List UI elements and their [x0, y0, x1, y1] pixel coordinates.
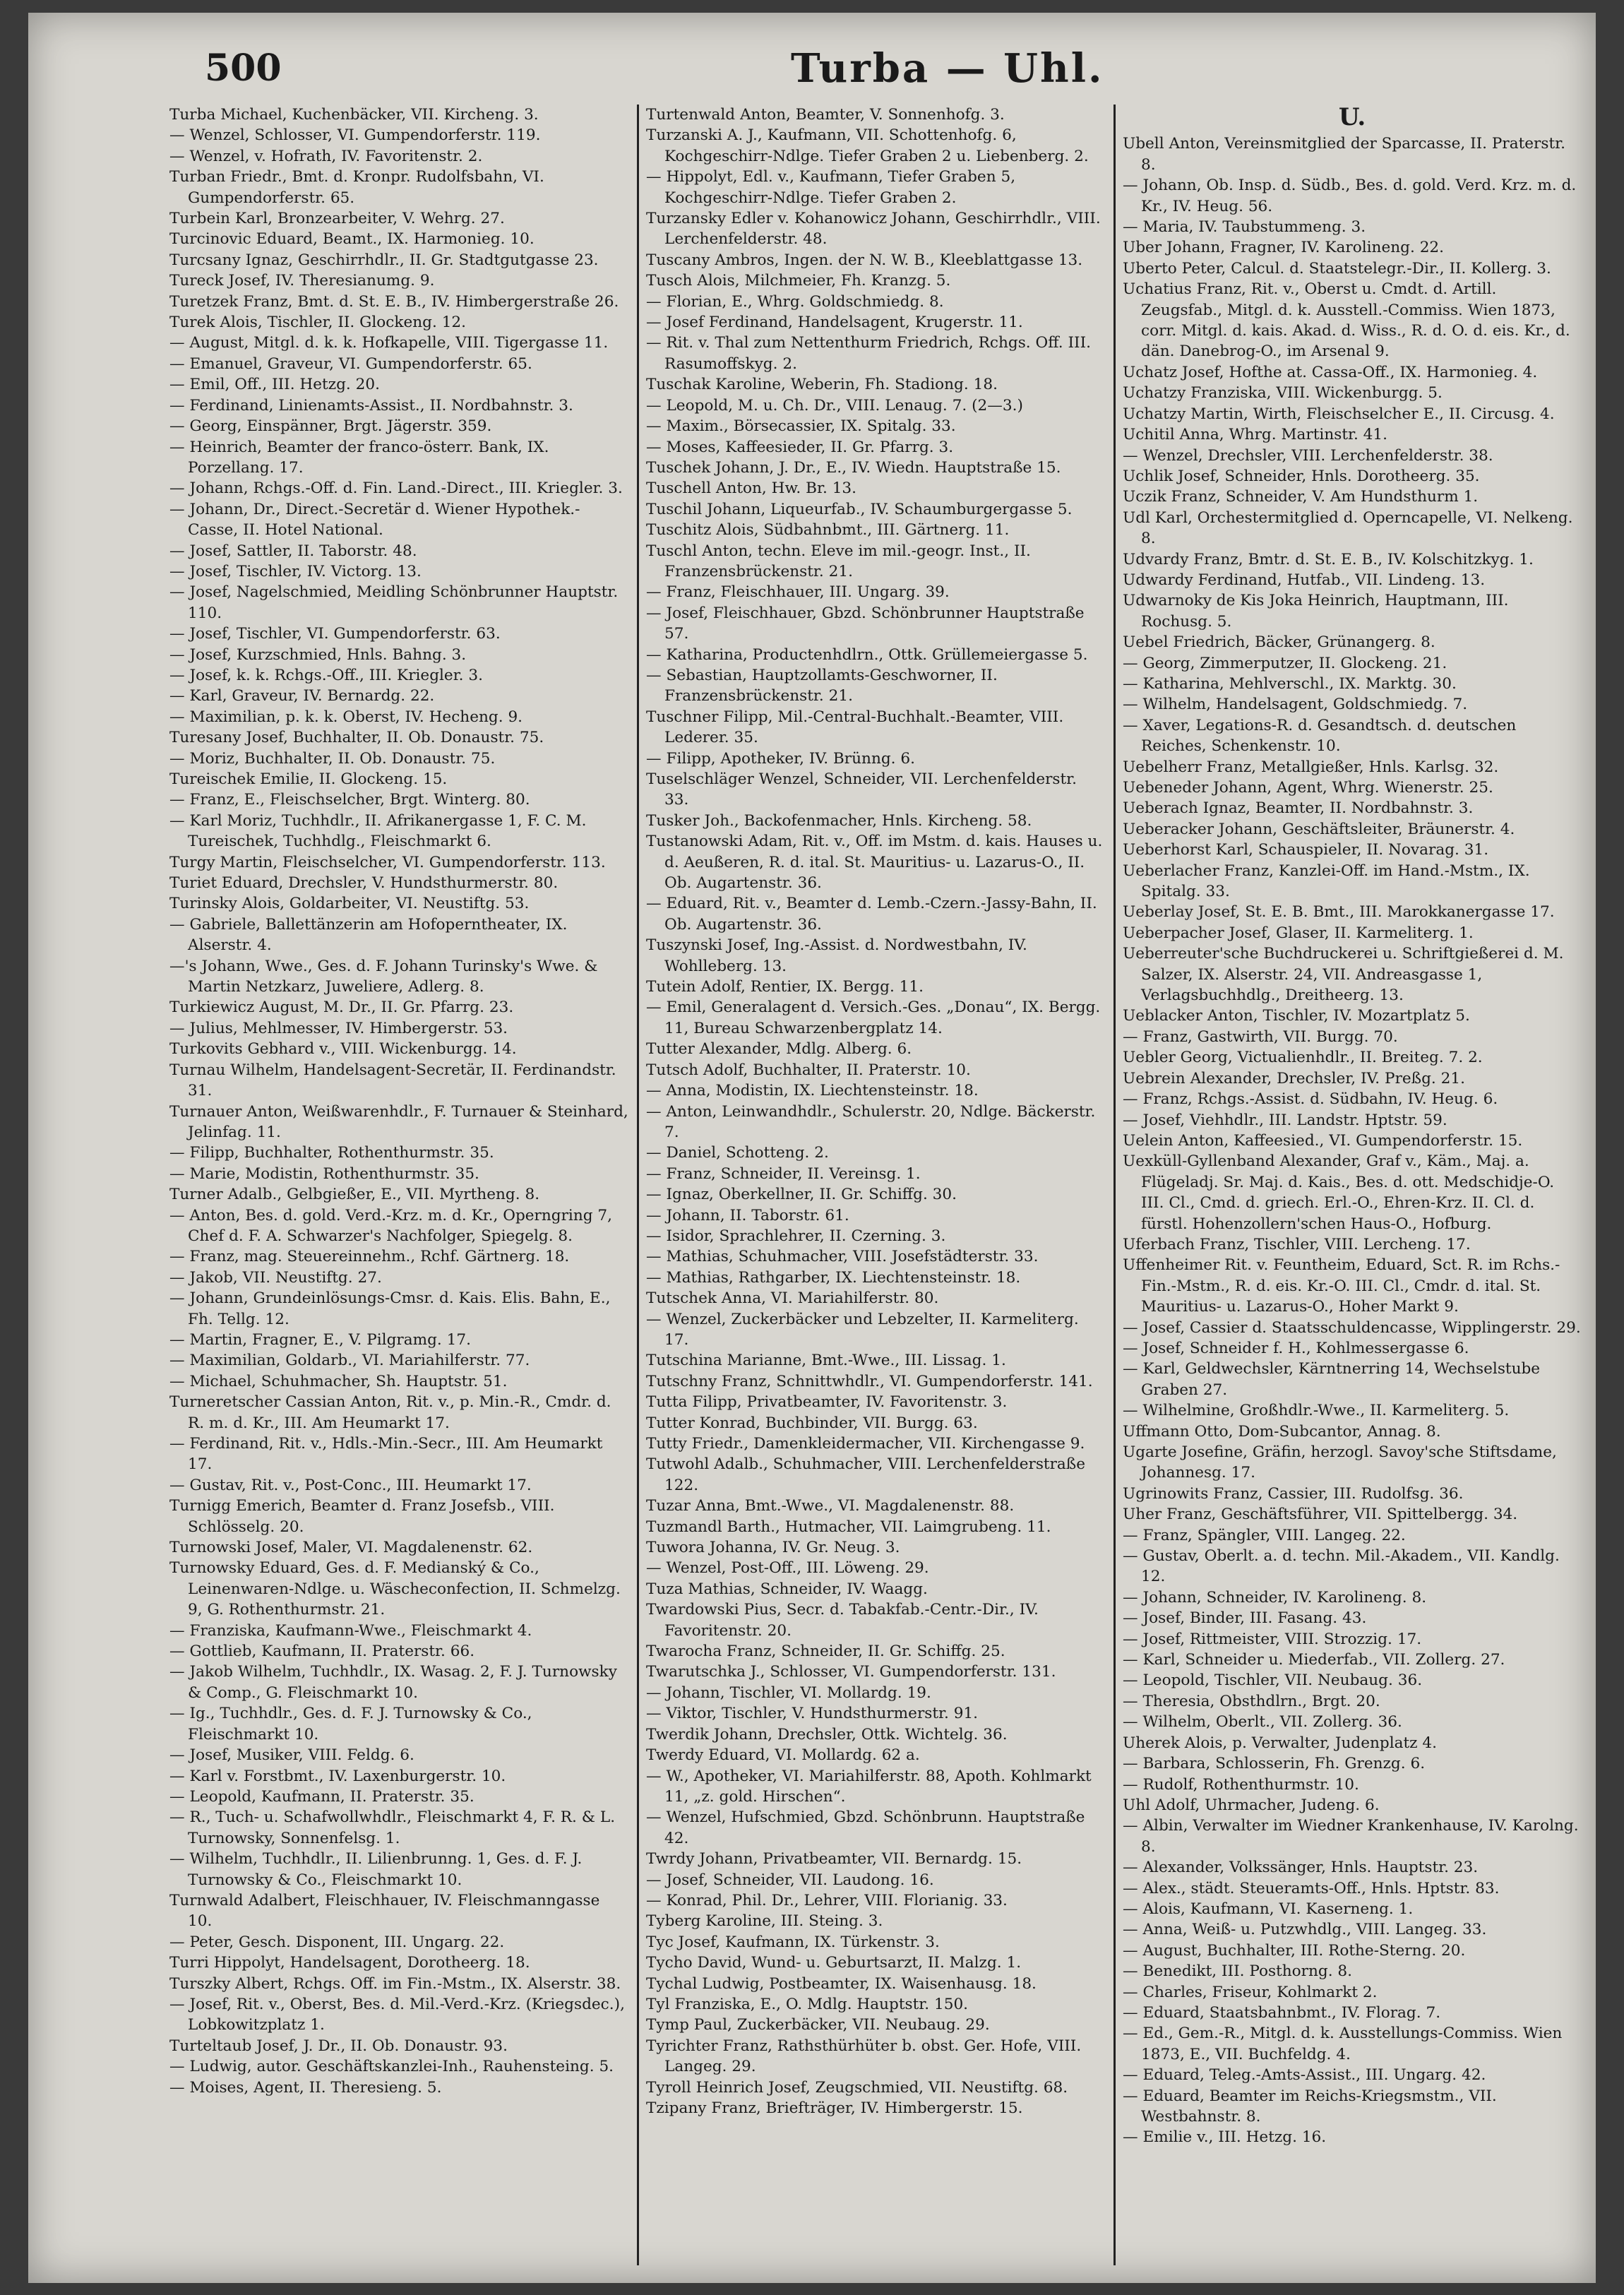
directory-entry: Uhl Adolf, Uhrmacher, Judeng. 6. [1123, 1796, 1380, 1814]
directory-entry: Ueberreuter'sche Buchdruckerei u. Schriftgießerei d. M. Salzer, IX. Alserstr. 24, VII. Andreasgasse 1, Verlagsbuchhdlg., Dreitheerg. 13. [1123, 945, 1564, 1005]
directory-entry: Ubell Anton, Vereinsmitglied der Sparcasse, II. Praterstr. 8. [1123, 135, 1565, 174]
directory-entry: — Emil, Off., III. Hetzg. 20. [169, 376, 380, 394]
directory-entry: — Marie, Modistin, Rothenthurmstr. 35. [169, 1164, 479, 1183]
directory-entry: Twarutschka J., Schlosser, VI. Gumpendorferstr. 131. [646, 1663, 1056, 1681]
directory-entry: — Alex., städt. Steueramts-Off., Hnls. Hptstr. 83. [1123, 1879, 1500, 1897]
directory-entry: Tuschl Anton, techn. Eleve im mil.-geogr. Inst., II. Franzensbrückenstr. 21. [646, 542, 1031, 580]
directory-page [28, 13, 1596, 2283]
directory-entry: — Heinrich, Beamter der franco-österr. Bank, IX. Porzellang. 17. [169, 438, 549, 477]
directory-entry: — Ferdinand, Rit. v., Hdls.-Min.-Secr., III. Am Heumarkt 17. [169, 1435, 603, 1474]
directory-entry: Turtenwald Anton, Beamter, V. Sonnenhofg. 3. [646, 106, 1005, 124]
directory-entry: — Josef, Rittmeister, VIII. Strozzig. 17. [1123, 1630, 1422, 1648]
directory-entry: — Mathias, Rathgarber, IX. Liechtensteinstr. 18. [646, 1268, 1021, 1287]
directory-entry: — August, Buchhalter, III. Rothe-Sterng. 20. [1123, 1941, 1466, 1960]
directory-entry: — Moriz, Buchhalter, II. Ob. Donaustr. 75. [169, 749, 496, 768]
directory-entry: Tuza Mathias, Schneider, IV. Waagg. [646, 1580, 928, 1598]
directory-entry: — Johann, Ob. Insp. d. Südb., Bes. d. gold. Verd. Krz. m. d. Kr., IV. Heug. 56. [1123, 177, 1577, 215]
directory-entry: Uberto Peter, Calcul. d. Staatstelegr.-Dir., II. Kollerg. 3. [1123, 259, 1551, 278]
directory-entry: Turbein Karl, Bronzearbeiter, V. Wehrg. 27. [169, 210, 505, 228]
directory-entry: Tusch Alois, Milchmeier, Fh. Kranzg. 5. [646, 272, 951, 290]
directory-entry: Twarocha Franz, Schneider, II. Gr. Schiffg. 25. [646, 1643, 1005, 1661]
directory-entry: — Maximilian, p. k. k. Oberst, IV. Hecheng. 9. [169, 708, 523, 726]
directory-entry: Uchatius Franz, Rit. v., Oberst u. Cmdt. d. Artill. Zeugsfab., Mitgl. d. k. Ausstell.-Commiss. Wien 1873, corr. Mitgl. d. kais. Akad. d. Wiss., R. d. O. d. eis. Kr., d. dän. Danebrog-O., im Arsenal 9. [1123, 280, 1570, 361]
directory-entry: — Karl, Geldwechsler, Kärntnerring 14, Wechselstube Graben 27. [1123, 1360, 1541, 1399]
directory-entry: Ueberlay Josef, St. E. B. Bmt., III. Marokkanergasse 17. [1123, 903, 1555, 922]
directory-entry: — Josef, Schneider, VII. Laudong. 16. [646, 1871, 934, 1889]
directory-entry: — Maximilian, Goldarb., VI. Mariahilferstr. 77. [169, 1352, 530, 1370]
directory-entry: — Wenzel, Post-Off., III. Löweng. 29. [646, 1559, 929, 1578]
directory-entry: — Josef, k. k. Rchgs.-Off., III. Kriegler. 3. [169, 666, 483, 684]
directory-entry: — Wilhelm, Tuchhdlr., II. Lilienbrunng. 1, Ges. d. F. J. Turnowsky & Co., Fleischmarkt 10. [169, 1850, 583, 1889]
directory-entry: Tureck Josef, IV. Theresianumg. 9. [169, 272, 435, 290]
directory-entry: — Johann, Schneider, IV. Karolineng. 8. [1123, 1588, 1427, 1606]
directory-entry: Uchlik Josef, Schneider, Hnls. Dorotheerg. 35. [1123, 467, 1480, 485]
directory-entry: Ueberhorst Karl, Schauspieler, II. Novarag. 31. [1123, 841, 1489, 859]
directory-entry: — Ludwig, autor. Geschäftskanzlei-Inh., Rauhensteing. 5. [169, 2058, 614, 2076]
directory-entry: Turnauer Anton, Weißwarenhdlr., F. Turnauer & Steinhard, Jelinfag. 11. [169, 1102, 628, 1141]
directory-entry: Tyl Franziska, E., O. Mdlg. Hauptstr. 150. [646, 1995, 969, 2013]
directory-entry: Tutein Adolf, Rentier, IX. Bergg. 11. [646, 978, 924, 996]
column-divider [637, 105, 639, 2265]
directory-entry: — Gabriele, Ballettänzerin am Hofoperntheater, IX. Alserstr. 4. [169, 915, 568, 955]
directory-entry: — Georg, Zimmerputzer, II. Glockeng. 21. [1123, 654, 1447, 672]
directory-entry: — Karl, Schneider u. Miederfab., VII. Zollerg. 27. [1123, 1651, 1505, 1669]
directory-entry: — Wenzel, Hufschmied, Gbzd. Schönbrunn. Hauptstraße 42. [646, 1808, 1085, 1847]
directory-entry: — Josef, Musiker, VIII. Feldg. 6. [169, 1746, 414, 1765]
directory-entry: — Johann, II. Taborstr. 61. [646, 1206, 849, 1224]
directory-entry: Twardowski Pius, Secr. d. Tabakfab.-Centr.-Dir., IV. Favoritenstr. 20. [646, 1601, 1039, 1640]
directory-entry: Turnau Wilhelm, Handelsagent-Secretär, II. Ferdinandstr. 31. [169, 1061, 616, 1100]
directory-entry: — Emil, Generalagent d. Versich.-Ges. „Donau“, IX. Bergg. 11, Bureau Schwarzenbergplatz 14. [646, 999, 1101, 1037]
directory-entry: — Daniel, Schotteng. 2. [646, 1144, 829, 1162]
directory-entry: Tutty Friedr., Damenkleidermacher, VII. Kirchengasse 9. [646, 1435, 1085, 1453]
directory-entry: — Josef, Cassier d. Staatsschuldencasse, Wipplingerstr. 29. [1123, 1318, 1581, 1337]
directory-entry: — Viktor, Tischler, V. Hundsthurmerstr. 91. [646, 1705, 979, 1723]
directory-entry: Tusker Joh., Backofenmacher, Hnls. Kircheng. 58. [646, 811, 1032, 830]
directory-entry: Udwarnoky de Kis Joka Heinrich, Hauptmann, III. Rochusg. 5. [1123, 592, 1509, 631]
directory-entry: Turinsky Alois, Goldarbeiter, VI. Neustiftg. 53. [169, 895, 530, 913]
directory-entry: — Franz, mag. Steuereinnehm., Rchf. Gärtnerg. 18. [169, 1248, 570, 1266]
directory-entry: Tutschny Franz, Schnittwhdlr., VI. Gumpendorferstr. 141. [646, 1372, 1093, 1390]
directory-entry: — Georg, Einspänner, Brgt. Jägerstr. 359. [169, 417, 492, 436]
directory-entry: Turzanski A. J., Kaufmann, VII. Schottenhofg. 6, Kochgeschirr-Ndlge. Tiefer Graben 2 u. Liebenberg. 2. [646, 126, 1089, 165]
directory-entry: — Josef, Nagelschmied, Meidling Schönbrunner Hauptstr. 110. [169, 583, 619, 622]
directory-entry: Tutter Alexander, Mdlg. Alberg. 6. [646, 1040, 912, 1059]
directory-entry: Ueberpacher Josef, Glaser, II. Karmeliterg. 1. [1123, 924, 1474, 942]
directory-entry: Twerdik Johann, Drechsler, Ottk. Wichtelg. 36. [646, 1725, 1008, 1743]
directory-entry: Uebler Georg, Victualienhdlr., II. Breiteg. 7. 2. [1123, 1049, 1483, 1067]
directory-entry: — Josef, Schneider f. H., Kohlmessergasse 6. [1123, 1339, 1469, 1357]
directory-entry: — Ignaz, Oberkellner, II. Gr. Schiffg. 30. [646, 1186, 957, 1204]
directory-entry: — Katharina, Productenhdlrn., Ottk. Grüllemeiergasse 5. [646, 645, 1088, 664]
directory-entry: — Maxim., Börsecassier, IX. Spitalg. 33. [646, 417, 956, 436]
directory-entry: — Julius, Mehlmesser, IV. Himbergerstr. 53. [169, 1019, 508, 1037]
directory-entry: — Johann, Tischler, VI. Mollardg. 19. [646, 1683, 931, 1702]
directory-entry: Tycho David, Wund- u. Geburtsarzt, II. Malzg. 1. [646, 1954, 1022, 1972]
directory-entry: Tuzar Anna, Bmt.-Wwe., VI. Magdalenenstr. 88. [646, 1497, 1015, 1515]
directory-entry: Ueblacker Anton, Tischler, IV. Mozartplatz 5. [1123, 1007, 1470, 1025]
directory-entry: — Franz, E., Fleischselcher, Brgt. Winterg. 80. [169, 791, 530, 809]
directory-entry: — Anna, Modistin, IX. Liechtensteinstr. 18. [646, 1082, 979, 1100]
directory-entry: Uebelherr Franz, Metallgießer, Hnls. Karlsg. 32. [1123, 758, 1499, 776]
directory-entry: — Leopold, M. u. Ch. Dr., VIII. Lenaug. 7. (2—3.) [646, 396, 1023, 415]
directory-entry: — Benedikt, III. Posthorng. 8. [1123, 1962, 1353, 1981]
directory-entry: — Alexander, Volkssänger, Hnls. Hauptstr. 23. [1123, 1859, 1479, 1877]
directory-entry: — Eduard, Teleg.-Amts-Assist., III. Ungarg. 42. [1123, 2066, 1486, 2085]
directory-entry: — Jakob Wilhelm, Tuchhdlr., IX. Wasag. 2, F. J. Turnowsky & Comp., G. Fleischmarkt 10. [169, 1663, 617, 1702]
directory-entry: Tzipany Franz, Briefträger, IV. Himbergerstr. 15. [646, 2099, 1023, 2117]
directory-entry: Tuszynski Josef, Ing.-Assist. d. Nordwestbahn, IV. Wohlleberg. 13. [646, 936, 1027, 975]
directory-entry: — Karl, Graveur, IV. Bernardg. 22. [169, 687, 435, 705]
directory-entry: Tutter Konrad, Buchbinder, VII. Burgg. 63. [646, 1414, 978, 1432]
section-letter: U. [1338, 105, 1366, 131]
directory-entry: Tutsch Adolf, Buchhalter, II. Praterstr. 10. [646, 1061, 971, 1079]
directory-entry: Turri Hippolyt, Handelsagent, Dorotheerg. 18. [169, 1954, 530, 1972]
directory-entry: Tutwohl Adalb., Schuhmacher, VIII. Lerchenfelderstraße 122. [646, 1455, 1085, 1494]
directory-entry: — Josef, Tischler, IV. Victorg. 13. [169, 562, 422, 580]
directory-entry: Turcinovic Eduard, Beamt., IX. Harmonieg. 10. [169, 230, 535, 249]
directory-entry: — Wenzel, Schlosser, VI. Gumpendorferstr. 119. [169, 126, 541, 145]
directory-entry: — Franz, Rchgs.-Assist. d. Südbahn, IV. Heug. 6. [1123, 1090, 1498, 1109]
directory-entry: — Ig., Tuchhdlr., Ges. d. F. J. Turnowsky & Co., Fleischmarkt 10. [169, 1705, 532, 1743]
directory-entry: Udwardy Ferdinand, Hutfab., VII. Lindeng. 13. [1123, 571, 1486, 589]
directory-entry: — Gottlieb, Kaufmann, II. Praterstr. 66. [169, 1643, 475, 1661]
directory-entry: — Josef, Viehhdlr., III. Landstr. Hptstr. 59. [1123, 1111, 1447, 1129]
directory-entry: Uffmann Otto, Dom-Subcantor, Annag. 8. [1123, 1422, 1441, 1441]
directory-entry: Turszky Albert, Rchgs. Off. im Fin.-Mstm., IX. Alserstr. 38. [169, 1974, 621, 1993]
directory-entry: — Wilhelm, Oberlt., VII. Zollerg. 36. [1123, 1713, 1402, 1731]
directory-entry: Turgy Martin, Fleischselcher, VI. Gumpendorferstr. 113. [169, 853, 606, 871]
directory-entry: — Eduard, Rit. v., Beamter d. Lemb.-Czern.-Jassy-Bahn, II. Ob. Augartenstr. 36. [646, 895, 1097, 934]
directory-entry: Turzansky Edler v. Kohanowicz Johann, Geschirrhdlr., VIII. Lerchenfelderstr. 48. [646, 210, 1101, 249]
directory-entry: — Filipp, Buchhalter, Rothenthurmstr. 35. [169, 1144, 494, 1162]
directory-entry: Tuschitz Alois, Südbahnbmt., III. Gärtnerg. 11. [646, 521, 1010, 540]
directory-entry: Tuschil Johann, Liqueurfab., IV. Schaumburgergasse 5. [646, 500, 1073, 518]
directory-entry: Tutschina Marianne, Bmt.-Wwe., III. Lissag. 1. [646, 1352, 1006, 1370]
directory-entry: — Franz, Gastwirth, VII. Burgg. 70. [1123, 1027, 1398, 1046]
directory-entry: — Franz, Fleischhauer, III. Ungarg. 39. [646, 583, 950, 602]
directory-entry: Turcsany Ignaz, Geschirrhdlr., II. Gr. Stadtgutgasse 23. [169, 251, 599, 269]
directory-entry: Turetzek Franz, Bmt. d. St. E. B., IV. Himbergerstraße 26. [169, 292, 619, 311]
directory-entry: — Wenzel, Zuckerbäcker und Lebzelter, II. Karmeliterg. 17. [646, 1310, 1079, 1349]
directory-entry: — Gustav, Oberlt. a. d. techn. Mil.-Akadem., VII. Kandlg. 12. [1123, 1547, 1560, 1586]
directory-entry: Turnowsky Eduard, Ges. d. F. Medianský & Co., Leinenwaren-Ndlge. u. Wäscheconfection, II. Schmelzg. 9, G. Rothenthurmstr. 21. [169, 1559, 621, 1619]
directory-entry: Tuschak Karoline, Weberin, Fh. Stadiong. 18. [646, 376, 998, 394]
directory-entry: Uchatzy Martin, Wirth, Fleischselcher E., II. Circusg. 4. [1123, 405, 1555, 423]
directory-entry: Udvardy Franz, Bmtr. d. St. E. B., IV. Kolschitzkyg. 1. [1123, 550, 1534, 568]
directory-entry: Uchitil Anna, Whrg. Martinstr. 41. [1123, 426, 1388, 444]
directory-entry: Uebel Friedrich, Bäcker, Grünangerg. 8. [1123, 633, 1435, 652]
directory-entry: Tuschek Johann, J. Dr., E., IV. Wiedn. Hauptstraße 15. [646, 458, 1061, 477]
directory-entry: Tuzmandl Barth., Hutmacher, VII. Laimgrubeng. 11. [646, 1518, 1051, 1536]
directory-entry: — W., Apotheker, VI. Mariahilferstr. 88, Apoth. Kohlmarkt 11, „z. gold. Hirschen“. [646, 1767, 1092, 1806]
directory-entry: — Isidor, Sprachlehrer, II. Czerning. 3. [646, 1227, 946, 1245]
directory-entry: Tutta Filipp, Privatbeamter, IV. Favoritenstr. 3. [646, 1393, 1008, 1412]
directory-entry: Uczik Franz, Schneider, V. Am Hundsthurm 1. [1123, 488, 1479, 506]
directory-entry: — Franz, Spängler, VIII. Langeg. 22. [1123, 1526, 1406, 1544]
directory-entry: — Karl Moriz, Tuchhdlr., II. Afrikanergasse 1, F. C. M. Tureischek, Tuchhdlg., Fleischmarkt 6. [169, 811, 587, 851]
directory-entry: Uher Franz, Geschäftsführer, VII. Spittelbergg. 34. [1123, 1506, 1518, 1524]
directory-entry: Ueberach Ignaz, Beamter, II. Nordbahnstr. 3. [1123, 799, 1474, 818]
directory-entry: Tuscany Ambros, Ingen. der N. W. B., Kleeblattgasse 13. [646, 251, 1083, 269]
directory-entry: — Moises, Agent, II. Theresieng. 5. [169, 2078, 442, 2097]
directory-entry: — Rit. v. Thal zum Nettenthurm Friedrich, Rchgs. Off. III. Rasumoffskyg. 2. [646, 334, 1091, 373]
directory-entry: — Gustav, Rit. v., Post-Conc., III. Heumarkt 17. [169, 1476, 532, 1494]
directory-entry: — Franziska, Kaufmann-Wwe., Fleischmarkt 4. [169, 1621, 532, 1640]
directory-entry: — Hippolyt, Edl. v., Kaufmann, Tiefer Graben 5, Kochgeschirr-Ndlge. Tiefer Graben 2. [646, 168, 1016, 207]
directory-entry: Udl Karl, Orchestermitglied d. Operncapelle, VI. Nelkeng. 8. [1123, 508, 1573, 548]
directory-entry: Tyroll Heinrich Josef, Zeugschmied, VII. Neustiftg. 68. [646, 2078, 1068, 2097]
directory-column-2 [646, 105, 1105, 2265]
directory-column-1 [169, 105, 628, 2265]
directory-entry: — Jakob, VII. Neustiftg. 27. [169, 1268, 382, 1287]
directory-entry: — Konrad, Phil. Dr., Lehrer, VIII. Florianig. 33. [646, 1891, 1008, 1909]
directory-entry: Uchatz Josef, Hofthe at. Cassa-Off., IX. Harmonieg. 4. [1123, 363, 1538, 381]
directory-entry: — Josef Ferdinand, Handelsagent, Krugerstr. 11. [646, 314, 1023, 332]
directory-entry: Tuschner Filipp, Mil.-Central-Buchhalt.-Beamter, VIII. Lederer. 35. [646, 708, 1064, 747]
directory-entry: — Theresia, Obsthdlrn., Brgt. 20. [1123, 1692, 1380, 1710]
directory-entry: Ueberlacher Franz, Kanzlei-Off. im Hand.-Mstm., IX. Spitalg. 33. [1123, 862, 1530, 901]
directory-entry: Ugarte Josefine, Gräfin, herzogl. Savoy'sche Stiftsdame, Johannesg. 17. [1123, 1443, 1557, 1482]
directory-entry: — R., Tuch- u. Schafwollwhdlr., Fleischmarkt 4, F. R. & L. Turnowsky, Sonnenfelsg. 1. [169, 1808, 616, 1847]
directory-entry: Uchatzy Franziska, VIII. Wickenburgg. 5. [1123, 384, 1443, 403]
directory-entry: — Barbara, Schlosserin, Fh. Grenzg. 6. [1123, 1755, 1426, 1773]
column-divider [1113, 105, 1116, 2265]
directory-entry: Uebrein Alexander, Drechsler, IV. Preßg. 21. [1123, 1069, 1465, 1087]
directory-entry: Tuselschläger Wenzel, Schneider, VII. Lerchenfelderstr. 33. [646, 770, 1077, 809]
directory-entry: Turkiewicz August, M. Dr., II. Gr. Pfarrg. 23. [169, 999, 514, 1017]
directory-entry: — Filipp, Apotheker, IV. Brünng. 6. [646, 749, 915, 768]
directory-entry: — Johann, Grundeinlösungs-Cmsr. d. Kais. Elis. Bahn, E., Fh. Tellg. 12. [169, 1289, 611, 1328]
directory-entry: — Xaver, Legations-R. d. Gesandtsch. d. deutschen Reiches, Schenkenstr. 10. [1123, 716, 1517, 756]
directory-entry: Uffenheimer Rit. v. Feuntheim, Eduard, Sct. R. im Rchs.-Fin.-Mstm., R. d. eis. Kr.-O. III. Cl., Cmdr. d. ital. St. Mauritius- u. Lazarus-O., Hoher Markt 9. [1123, 1256, 1560, 1316]
directory-entry: — Josef, Rit. v., Oberst, Bes. d. Mil.-Verd.-Krz. (Kriegsdec.), Lobkowitzplatz 1. [169, 1995, 625, 2034]
directory-entry: — Moses, Kaffeesieder, II. Gr. Pfarrg. 3. [646, 438, 954, 456]
directory-entry: — Wenzel, v. Hofrath, IV. Favoritenstr. 2. [169, 147, 483, 165]
directory-entry: Ugrinowits Franz, Cassier, III. Rudolfsg. 36. [1123, 1484, 1464, 1503]
directory-entry: — Martin, Fragner, E., V. Pilgramg. 17. [169, 1330, 471, 1349]
directory-entry: Tuwora Johanna, IV. Gr. Neug. 3. [646, 1539, 900, 1557]
directory-entry: Turba Michael, Kuchenbäcker, VII. Kircheng. 3. [169, 106, 539, 124]
directory-entry: — August, Mitgl. d. k. k. Hofkapelle, VIII. Tigergasse 11. [169, 334, 609, 352]
directory-entry: — Sebastian, Hauptzollamts-Geschworner, II. Franzensbrückenstr. 21. [646, 666, 998, 705]
directory-entry: Twerdy Eduard, VI. Mollardg. 62 a. [646, 1746, 920, 1765]
directory-entry: Turkovits Gebhard v., VIII. Wickenburgg. 14. [169, 1040, 517, 1059]
directory-entry: — Emanuel, Graveur, VI. Gumpendorferstr. 65. [169, 354, 532, 373]
directory-entry: — Eduard, Staatsbahnbmt., IV. Florag. 7. [1123, 2003, 1441, 2022]
directory-entry: — Charles, Friseur, Kohlmarkt 2. [1123, 1983, 1378, 2001]
directory-entry: —'s Johann, Wwe., Ges. d. F. Johann Turinsky's Wwe. & Martin Netzkarz, Juweliere, Adlerg. 8. [169, 957, 598, 996]
directory-entry: — Johann, Dr., Direct.-Secretär d. Wiener Hypothek.-Casse, II. Hotel National. [169, 500, 580, 540]
directory-entry: Tyberg Karoline, III. Steing. 3. [646, 1912, 883, 1931]
directory-entry: Tyrichter Franz, Rathsthürhüter b. obst. Ger. Hofe, VIII. Langeg. 29. [646, 2037, 1082, 2076]
directory-entry: Turnwald Adalbert, Fleischhauer, IV. Fleischmanngasse 10. [169, 1891, 600, 1931]
directory-entry: — Maria, IV. Taubstummeng. 3. [1123, 218, 1366, 237]
directory-entry: Turesany Josef, Buchhalter, II. Ob. Donaustr. 75. [169, 729, 544, 747]
directory-entry: Tuschell Anton, Hw. Br. 13. [646, 479, 857, 498]
directory-entry: — Josef, Kurzschmied, Hnls. Bahng. 3. [169, 645, 467, 664]
directory-entry: Tustanowski Adam, Rit. v., Off. im Mstm. d. kais. Hauses u. d. Aeußeren, R. d. ital. St. Mauritius- u. Lazarus-O., II. Ob. Augartenstr. 36. [646, 833, 1103, 893]
directory-entry: Uherek Alois, p. Verwalter, Judenplatz 4. [1123, 1734, 1438, 1752]
directory-entry: — Leopold, Tischler, VII. Neubaug. 36. [1123, 1671, 1423, 1690]
directory-entry: — Josef, Binder, III. Fasang. 43. [1123, 1609, 1367, 1628]
directory-entry: Turiet Eduard, Drechsler, V. Hundsthurmerstr. 80. [169, 874, 559, 893]
directory-entry: — Johann, Rchgs.-Off. d. Fin. Land.-Direct., III. Kriegler. 3. [169, 479, 623, 498]
directory-entry: — Emilie v., III. Hetzg. 16. [1123, 2128, 1327, 2147]
directory-entry: Turnigg Emerich, Beamter d. Franz Josefsb., VIII. Schlösselg. 20. [169, 1497, 555, 1536]
directory-entry: — Karl v. Forstbmt., IV. Laxenburgerstr. 10. [169, 1767, 506, 1785]
directory-entry: — Anton, Bes. d. gold. Verd.-Krz. m. d. Kr., Operngring 7, Chef d. F. A. Schwarzer's Nachfolger, Spiegelg. 8. [169, 1206, 613, 1245]
page-header [169, 41, 1553, 97]
directory-entry: — Anna, Weiß- u. Putzwhdlg., VIII. Langeg. 33. [1123, 1921, 1487, 1939]
directory-entry: — Alois, Kaufmann, VI. Kaserneng. 1. [1123, 1900, 1414, 1918]
directory-entry: Turner Adalb., Gelbgießer, E., VII. Myrtheng. 8. [169, 1186, 540, 1204]
directory-entry: Tymp Paul, Zuckerbäcker, VII. Neubaug. 29. [646, 2016, 990, 2034]
directory-entry: Turneretscher Cassian Anton, Rit. v., p. Min.-R., Cmdr. d. R. m. d. Kr., III. Am Heumarkt 17. [169, 1393, 611, 1432]
page-title: Turba — Uhl. [791, 45, 1104, 92]
directory-column-3 [1123, 105, 1582, 2265]
directory-entry: — Josef, Tischler, VI. Gumpendorferstr. 63. [169, 625, 501, 643]
directory-entry: Twrdy Johann, Privatbeamter, VII. Bernardg. 15. [646, 1850, 1022, 1868]
directory-entry: — Ed., Gem.-R., Mitgl. d. k. Ausstellungs-Commiss. Wien 1873, E., VII. Buchfeldg. 4. [1123, 2025, 1563, 2063]
directory-entry: — Eduard, Beamter im Reichs-Kriegsmstm., VII. Westbahnstr. 8. [1123, 2087, 1497, 2126]
directory-entry: Uferbach Franz, Tischler, VIII. Lercheng. 17. [1123, 1235, 1471, 1253]
directory-entry: Turban Friedr., Bmt. d. Kronpr. Rudolfsbahn, VI. Gumpendorferstr. 65. [169, 168, 544, 207]
directory-entry: Uber Johann, Fragner, IV. Karolineng. 22. [1123, 239, 1445, 257]
directory-entry: Uelein Anton, Kaffeesied., VI. Gumpendorferstr. 15. [1123, 1131, 1523, 1150]
directory-entry: Ueberacker Johann, Geschäftsleiter, Bräunerstr. 4. [1123, 820, 1515, 838]
directory-entry: — Albin, Verwalter im Wiedner Krankenhause, IV. Karolng. 8. [1123, 1817, 1579, 1856]
directory-entry: — Ferdinand, Linienamts-Assist., II. Nordbahnstr. 3. [169, 396, 573, 415]
directory-entry: Tutschek Anna, VI. Mariahilferstr. 80. [646, 1289, 939, 1308]
directory-entry: — Wenzel, Drechsler, VIII. Lerchenfelderstr. 38. [1123, 446, 1493, 465]
directory-entry: — Rudolf, Rothenthurmstr. 10. [1123, 1775, 1359, 1794]
directory-entry: Turnowski Josef, Maler, VI. Magdalenenstr. 62. [169, 1539, 533, 1557]
directory-entry: Uexküll-Gyllenband Alexander, Graf v., Käm., Maj. a. Flügeladj. Sr. Maj. d. Kais., Bes. d. ott. Medschidje-O. III. Cl., Cmd. d. griech. Erl.-O., Ehren-Krz. II. Cl. d. fürstl. Hohenzollern'schen Haus-O., Hofburg. [1123, 1152, 1555, 1233]
directory-entry: Uebeneder Johann, Agent, Whrg. Wienerstr. 25. [1123, 779, 1493, 797]
directory-entry: — Josef, Sattler, II. Taborstr. 48. [169, 542, 417, 560]
directory-entry: Tureischek Emilie, II. Glockeng. 15. [169, 770, 448, 788]
directory-entry: — Katharina, Mehlverschl., IX. Marktg. 30. [1123, 674, 1457, 693]
directory-entry: — Josef, Fleischhauer, Gbzd. Schönbrunner Hauptstraße 57. [646, 604, 1085, 643]
directory-entry: — Wilhelmine, Großhdlr.-Wwe., II. Karmeliterg. 5. [1123, 1402, 1510, 1420]
directory-entry: Tychal Ludwig, Postbeamter, IX. Waisenhausg. 18. [646, 1974, 1037, 1993]
directory-entry: — Leopold, Kaufmann, II. Praterstr. 35. [169, 1787, 474, 1806]
directory-entry: — Franz, Schneider, II. Vereinsg. 1. [646, 1164, 921, 1183]
directory-entry: — Anton, Leinwandhdlr., Schulerstr. 20, Ndlge. Bäckerstr. 7. [646, 1102, 1096, 1141]
page-number: 500 [205, 47, 282, 90]
directory-entry: Turteltaub Josef, J. Dr., II. Ob. Donaustr. 93. [169, 2037, 508, 2055]
directory-entry: — Michael, Schuhmacher, Sh. Hauptstr. 51. [169, 1372, 508, 1390]
directory-entry: — Mathias, Schuhmacher, VIII. Josefstädterstr. 33. [646, 1248, 1039, 1266]
directory-entry: — Wilhelm, Handelsagent, Goldschmiedg. 7. [1123, 696, 1468, 714]
directory-entry: Turek Alois, Tischler, II. Glockeng. 12. [169, 314, 467, 332]
directory-entry: — Peter, Gesch. Disponent, III. Ungarg. 22. [169, 1933, 505, 1951]
directory-entry: Tyc Josef, Kaufmann, IX. Türkenstr. 3. [646, 1933, 940, 1951]
directory-entry: — Florian, E., Whrg. Goldschmiedg. 8. [646, 292, 944, 311]
